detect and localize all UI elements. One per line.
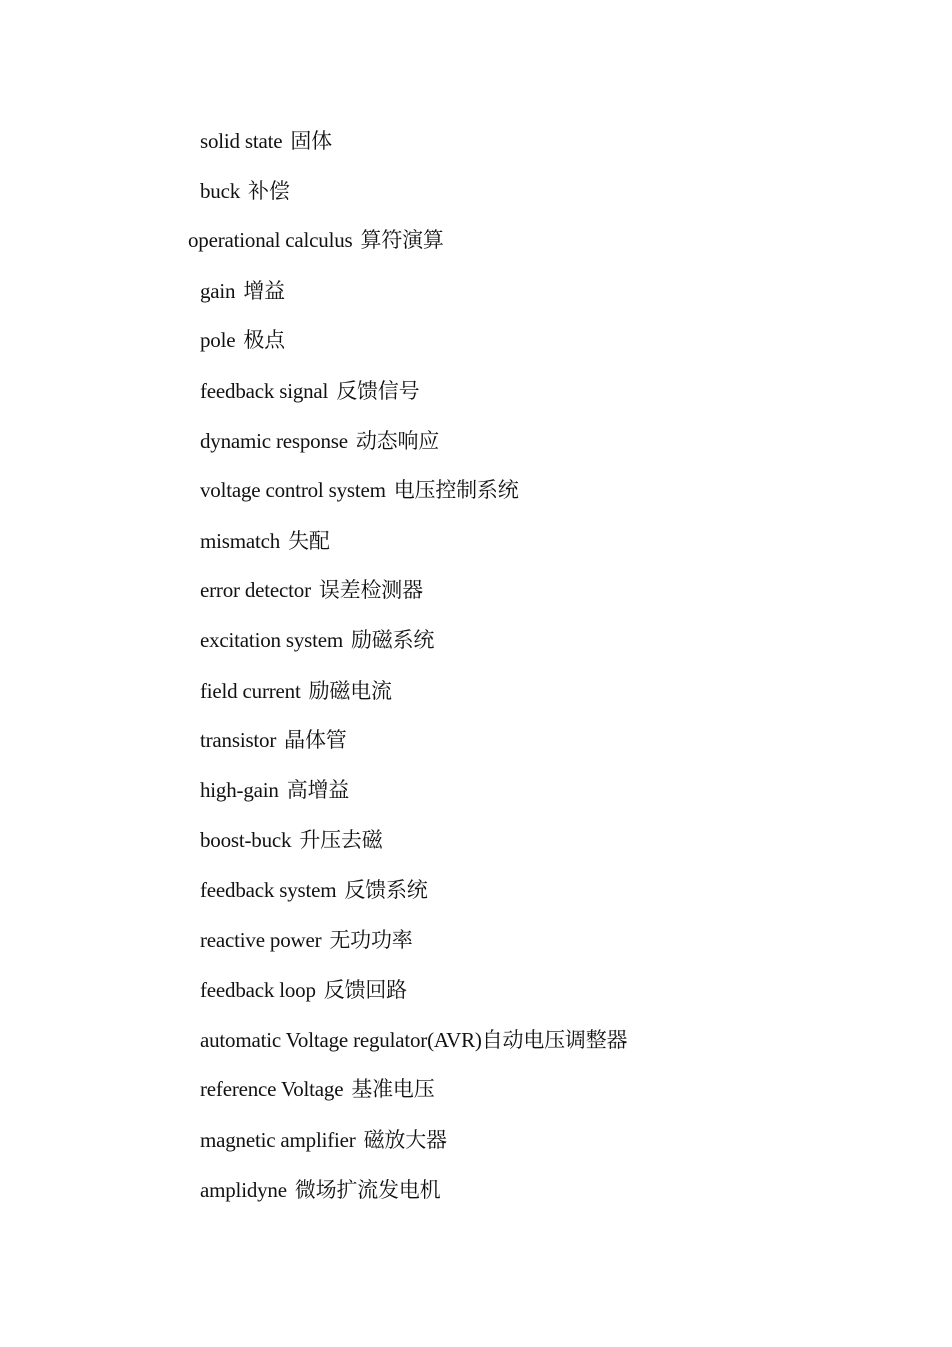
term-en: solid state	[200, 129, 283, 153]
term-zh: 升压去磁	[299, 828, 383, 852]
term-en: buck	[200, 179, 241, 203]
glossary-entry	[200, 775, 349, 805]
glossary-entry	[200, 625, 434, 655]
glossary-entry	[200, 875, 428, 905]
glossary-entry	[200, 1125, 447, 1155]
term-en: dynamic response	[200, 429, 348, 453]
glossary-entry	[200, 176, 290, 206]
term-zh: 电压控制系统	[393, 478, 519, 502]
term-zh: 误差检测器	[318, 578, 423, 602]
term-zh: 补偿	[248, 179, 290, 203]
term-en: transistor	[200, 728, 277, 752]
glossary-entry	[200, 325, 285, 355]
term-zh: 励磁电流	[308, 679, 392, 703]
glossary-entry	[200, 725, 347, 755]
term-en: feedback signal	[200, 379, 329, 403]
glossary-entry	[200, 126, 332, 156]
term-en: amplidyne	[200, 1178, 287, 1202]
term-zh: 晶体管	[284, 728, 347, 752]
term-zh: 反馈信号	[336, 379, 420, 403]
glossary-entry	[188, 225, 444, 255]
term-zh: 反馈系统	[344, 878, 428, 902]
term-en: error detector	[200, 578, 311, 602]
term-en: excitation system	[200, 628, 343, 652]
term-en: pole	[200, 328, 236, 352]
glossary-entry	[200, 1074, 435, 1104]
term-en: magnetic amplifier	[200, 1128, 356, 1152]
term-zh: 极点	[243, 328, 285, 352]
glossary-entry	[200, 975, 407, 1005]
term-zh: 失配	[288, 529, 330, 553]
term-en: reference Voltage	[200, 1077, 344, 1101]
term-zh: 无功功率	[329, 928, 413, 952]
term-zh: 算符演算	[360, 228, 444, 252]
term-zh: 微场扩流发电机	[294, 1178, 441, 1202]
glossary-entry	[200, 825, 383, 855]
term-en: mismatch	[200, 529, 281, 553]
glossary-entry	[200, 376, 419, 406]
glossary-entry	[200, 276, 285, 306]
term-zh: 基准电压	[351, 1077, 435, 1101]
glossary-entry	[200, 526, 330, 556]
term-en: automatic Voltage regulator(AVR)	[200, 1028, 482, 1052]
term-zh: 反馈回路	[323, 978, 407, 1002]
glossary-entry	[200, 925, 413, 955]
glossary-entry	[200, 1175, 440, 1205]
glossary-entry	[200, 475, 519, 505]
term-en: feedback loop	[200, 978, 316, 1002]
glossary-entry	[200, 1025, 627, 1055]
term-zh: 高增益	[286, 778, 350, 802]
term-en: feedback system	[200, 878, 337, 902]
term-en: high-gain	[200, 778, 279, 802]
term-zh: 增益	[243, 279, 285, 303]
term-zh: 固体	[290, 129, 332, 153]
term-en: reactive power	[200, 928, 322, 952]
term-en: field current	[200, 679, 301, 703]
term-zh: 磁放大器	[363, 1128, 447, 1152]
term-zh: 动态响应	[355, 429, 440, 453]
term-zh: 励磁系统	[351, 628, 435, 652]
term-en: boost-buck	[200, 828, 292, 852]
term-en: voltage control system	[200, 478, 386, 502]
term-zh: 自动电压调整器	[481, 1028, 628, 1052]
glossary-entry	[200, 676, 392, 706]
term-en: operational calculus	[188, 228, 353, 252]
glossary-entry	[200, 426, 439, 456]
term-en: gain	[200, 279, 236, 303]
glossary-entry	[200, 575, 423, 605]
